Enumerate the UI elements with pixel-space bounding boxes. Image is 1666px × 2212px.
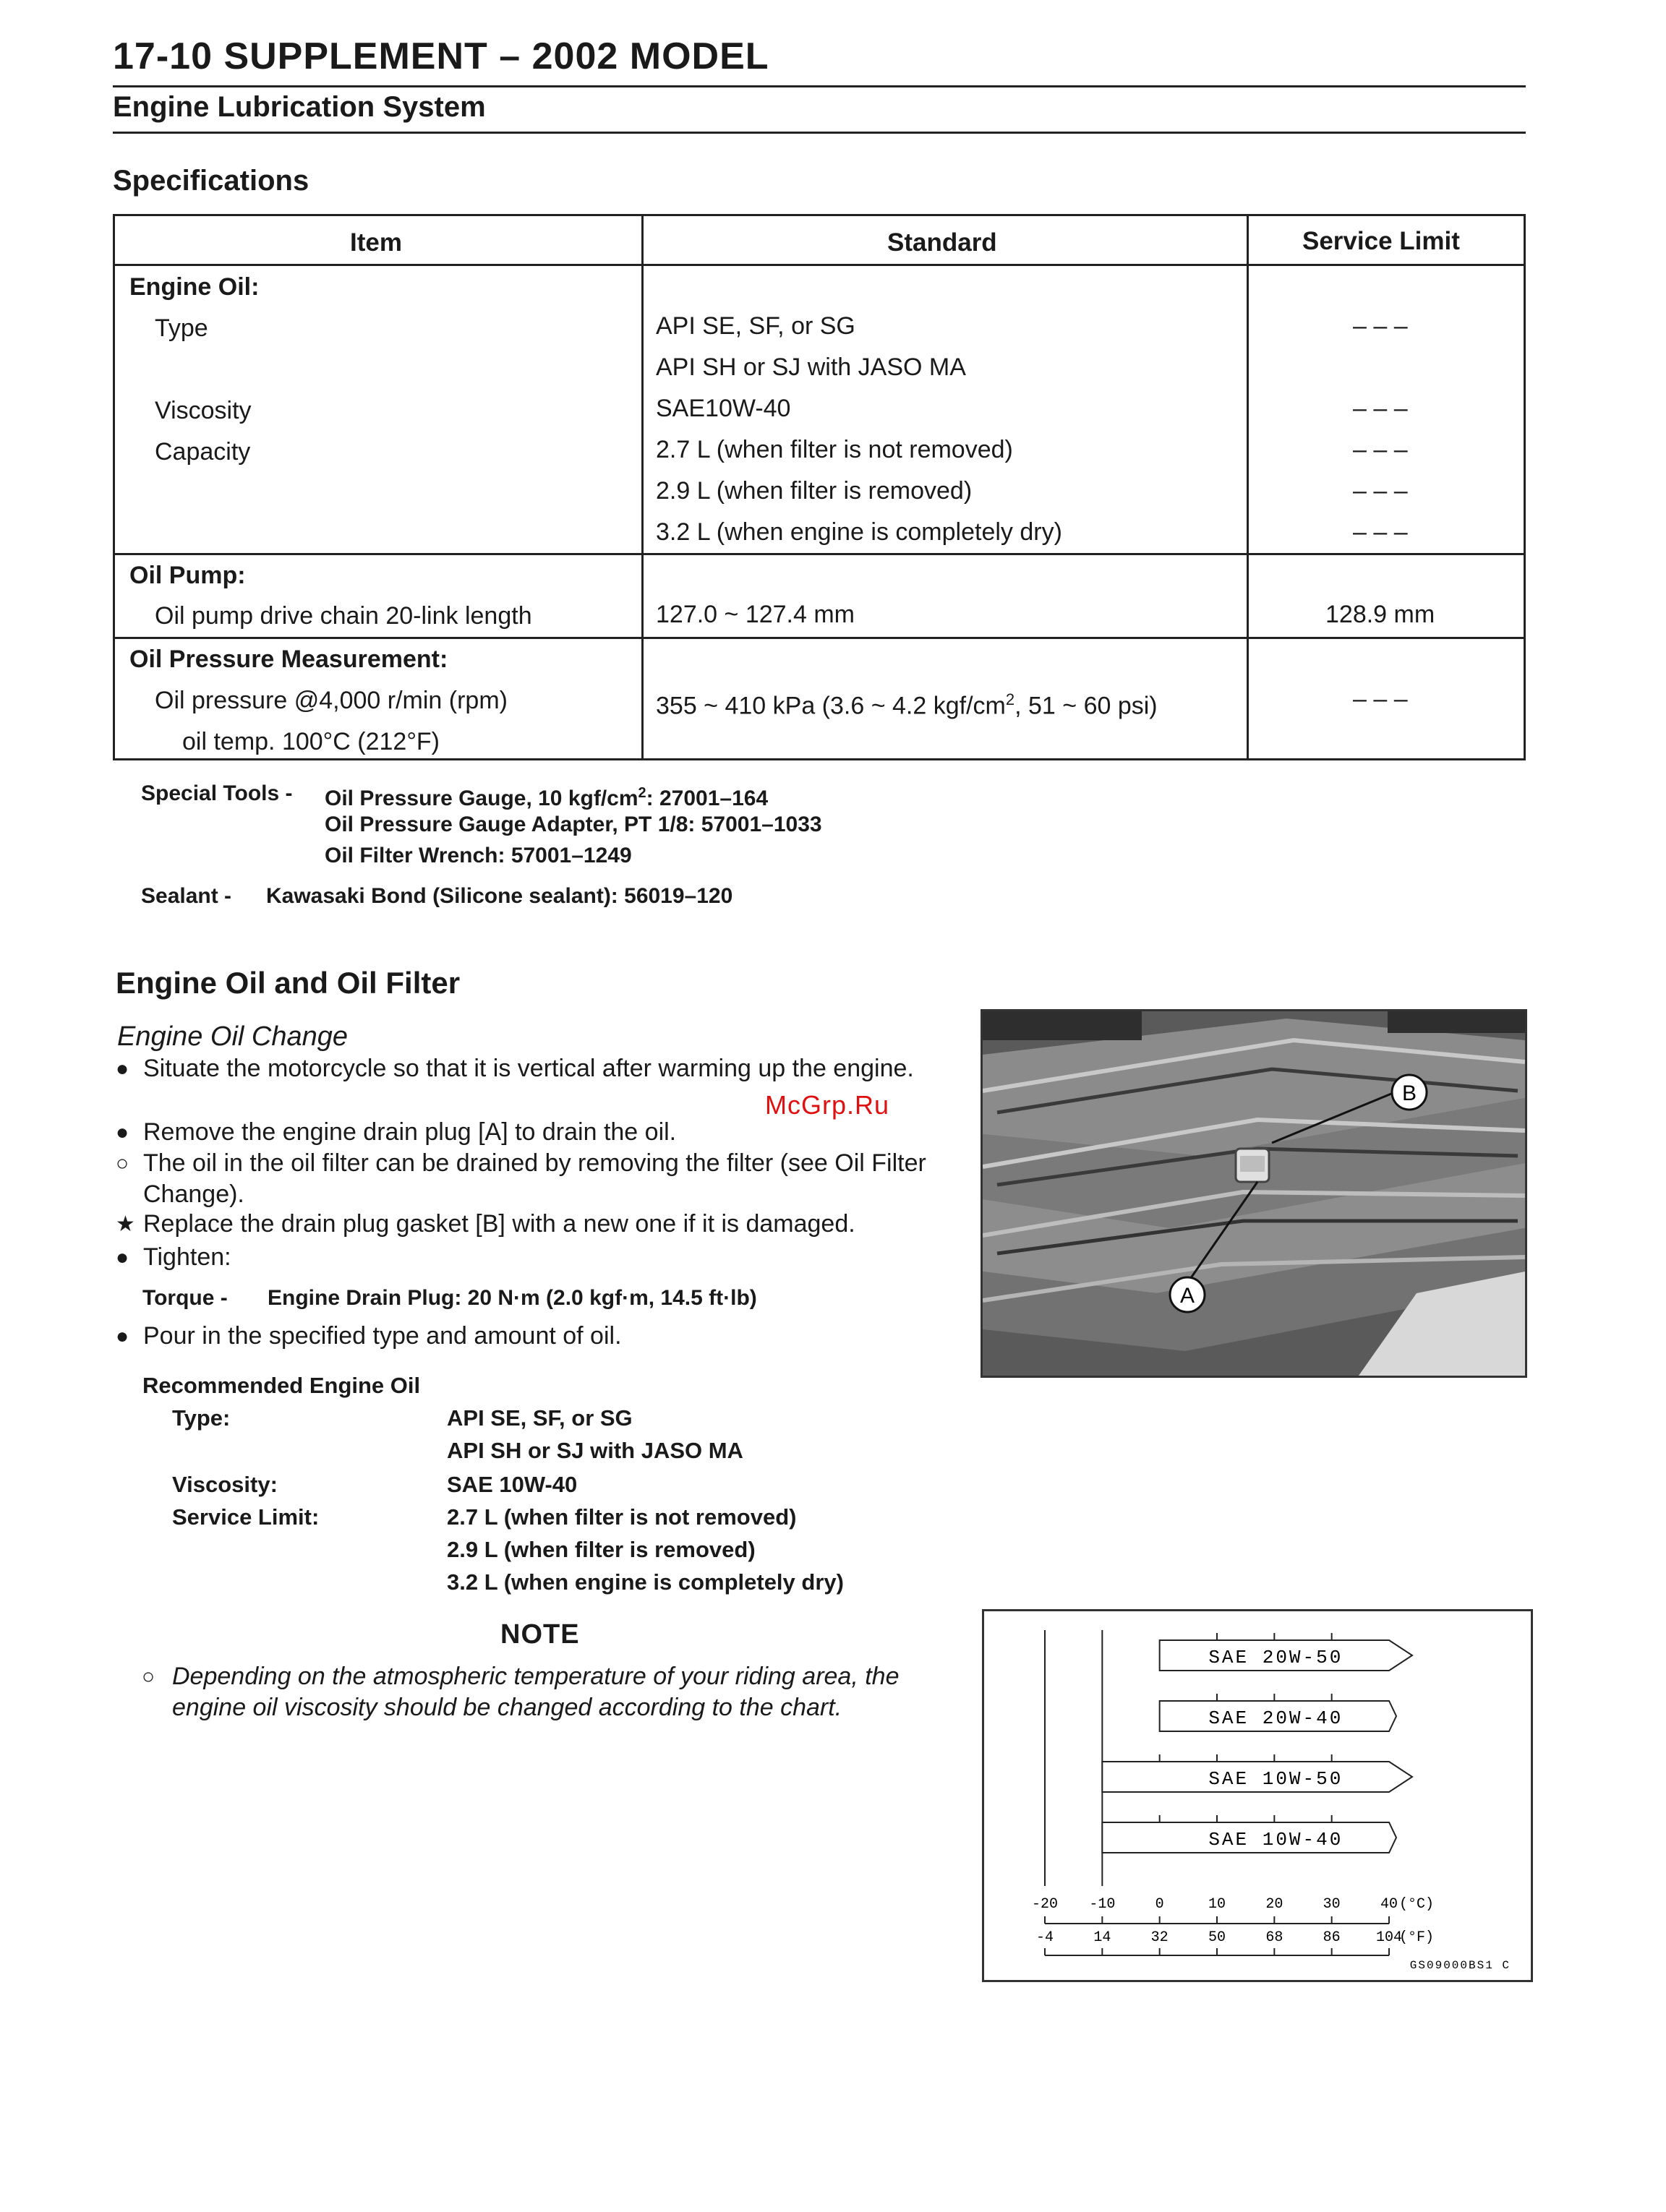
- recommended-viscosity-value: SAE 10W-40: [447, 1472, 578, 1497]
- type-value: API SH or SJ with JASO MA: [656, 353, 966, 381]
- oil-pan-fins: [983, 1011, 1525, 1376]
- recommended-type-value: API SH or SJ with JASO MA: [447, 1438, 743, 1463]
- step-list-item: ○ The oil in the oil filter can be drained by removing the filter (see Oil Filter Change).: [116, 1149, 926, 1208]
- row-label-capacity: Capacity: [155, 438, 251, 466]
- fahrenheit-tick-label: 86: [1323, 1929, 1341, 1946]
- row-label-viscosity: Viscosity: [155, 397, 252, 424]
- viscosity-bar-label: SAE 20W-50: [1208, 1647, 1344, 1668]
- drain-plug: [1236, 1149, 1269, 1182]
- step-list-item: ★ Replace the drain plug gasket [B] with a new one if it is damaged.: [116, 1210, 855, 1238]
- section-rule: [113, 132, 1526, 134]
- oil-pump-limit: 128.9 mm: [1325, 601, 1435, 628]
- viscosity-bar-label: SAE 10W-40: [1208, 1829, 1344, 1851]
- viscosity-chart-svg: [984, 1611, 1531, 1980]
- special-tool: Oil Pressure Gauge, 10 kgf/$cm^2$: 27001–164: [325, 785, 769, 810]
- recommended-type-label: Type:: [172, 1405, 231, 1431]
- recommended-viscosity-label: Viscosity:: [172, 1472, 278, 1497]
- page-title: 17-10 SUPPLEMENT – 2002 MODEL: [113, 35, 769, 77]
- service-limit-dash: – – –: [1353, 312, 1408, 340]
- viscosity-bar-label: SAE 20W-40: [1208, 1707, 1344, 1729]
- table-divider: [641, 216, 644, 758]
- oil-pump-standard: 127.0 ~ 127.4 mm: [656, 601, 855, 628]
- specifications-table: [113, 214, 1526, 760]
- viscosity-chart: [982, 1609, 1533, 1982]
- sealant-value: Kawasaki Bond (Silicone sealant): 56019–120: [266, 884, 733, 908]
- oil-pressure-limit: – – –: [1353, 685, 1408, 713]
- fahrenheit-unit: (°F): [1399, 1929, 1435, 1946]
- specifications-heading: Specifications: [113, 165, 309, 197]
- oil-temp-item: oil temp. 100°C (212°F): [182, 728, 440, 755]
- engine-photo-illustration: [983, 1011, 1525, 1376]
- service-limit-dash: – – –: [1353, 436, 1408, 463]
- torque-value: Engine Drain Plug: 20 N·m (2.0 kgf·m, 14.5 ft·lb): [268, 1286, 757, 1310]
- celsius-tick-label: 40: [1380, 1896, 1398, 1913]
- recommended-type-value: API SE, SF, or SG: [447, 1405, 633, 1431]
- callout-b-label: B: [1401, 1081, 1417, 1105]
- special-tool: Oil Filter Wrench: 57001–1249: [325, 844, 632, 867]
- row-group-oil-pressure: Oil Pressure Measurement:: [129, 646, 448, 673]
- capacity-value: 3.2 L (when engine is completely dry): [656, 518, 1062, 546]
- note-bullet: ○: [142, 1665, 155, 1689]
- torque-label: Torque -: [142, 1286, 228, 1310]
- service-limit-dash: – – –: [1353, 395, 1408, 422]
- oil-pump-item: Oil pump drive chain 20-link length: [155, 602, 532, 630]
- note-title: NOTE: [500, 1619, 580, 1650]
- oil-pressure-item: Oil pressure @4,000 r/min (rpm): [155, 687, 508, 714]
- special-tool: Oil Pressure Gauge Adapter, PT 1/8: 57001–1033: [325, 813, 822, 836]
- step-list-item: ● Pour in the specified type and amount of oil.: [116, 1322, 622, 1350]
- celsius-tick-label: 20: [1265, 1896, 1283, 1913]
- service-limit-dash: – – –: [1353, 477, 1408, 505]
- celsius-tick-label: -10: [1089, 1896, 1116, 1913]
- table-divider: [115, 553, 1524, 555]
- celsius-tick-label: 0: [1155, 1896, 1164, 1913]
- fahrenheit-tick-label: -4: [1035, 1929, 1054, 1946]
- engine-drain-plug-photo: [981, 1009, 1527, 1378]
- capacity-value: 2.9 L (when filter is removed): [656, 477, 973, 505]
- fahrenheit-tick-label: 14: [1093, 1929, 1111, 1946]
- column-header-service-limit: Service Limit: [1302, 227, 1460, 255]
- recommended-limit-value: 3.2 L (when engine is completely dry): [447, 1569, 844, 1595]
- row-group-oil-pump: Oil Pump:: [129, 562, 246, 589]
- special-tools-label: Special Tools -: [141, 781, 293, 805]
- oil-change-subheading: Engine Oil Change: [117, 1021, 348, 1052]
- row-label-type: Type: [155, 314, 208, 342]
- step-list-item: ● Situate the motorcycle so that it is vertical after warming up the engine.: [116, 1055, 914, 1082]
- celsius-tick-label: -20: [1031, 1896, 1059, 1913]
- step-list-item: ● Tighten:: [116, 1243, 231, 1271]
- fahrenheit-tick-label: 104: [1375, 1929, 1403, 1946]
- callout-a-label: A: [1179, 1284, 1195, 1308]
- note-text: Depending on the atmospheric temperature of your riding area, the engine oil viscosity should be changed according to the chart.: [172, 1663, 900, 1721]
- fahrenheit-tick-label: 32: [1150, 1929, 1169, 1946]
- recommended-limit-label: Service Limit:: [172, 1504, 320, 1530]
- fahrenheit-tick-label: 50: [1208, 1929, 1226, 1946]
- figure-code: GS09000BS1 C: [1409, 1959, 1511, 1972]
- table-divider: [115, 264, 1524, 266]
- fahrenheit-tick-label: 68: [1265, 1929, 1283, 1946]
- oil-filter-heading: Engine Oil and Oil Filter: [116, 966, 461, 1000]
- step-list-item: ● Remove the engine drain plug [A] to drain the oil.: [116, 1118, 677, 1146]
- oil-pressure-standard: 355 ~ 410 kPa (3.6 ~ 4.2 kgf/$cm^2$, 51 ~ 60 psi): [656, 690, 1158, 720]
- watermark: McGrp.Ru: [765, 1090, 890, 1120]
- section-title: Engine Lubrication System: [113, 91, 486, 123]
- sealant-label: Sealant -: [141, 884, 232, 908]
- row-group-engine-oil: Engine Oil:: [129, 273, 260, 301]
- header-rule: [113, 85, 1526, 87]
- viscosity-value: SAE10W-40: [656, 395, 791, 422]
- recommended-limit-value: 2.9 L (when filter is removed): [447, 1537, 756, 1562]
- service-limit-dash: – – –: [1353, 518, 1408, 546]
- celsius-tick-label: 10: [1208, 1896, 1226, 1913]
- capacity-value: 2.7 L (when filter is not removed): [656, 436, 1013, 463]
- celsius-unit: (°C): [1399, 1896, 1435, 1913]
- column-header-item: Item: [350, 228, 402, 257]
- column-header-standard: Standard: [887, 228, 997, 257]
- recommended-oil-title: Recommended Engine Oil: [142, 1373, 421, 1398]
- viscosity-bar-label: SAE 10W-50: [1208, 1768, 1344, 1790]
- table-divider: [1247, 216, 1249, 758]
- type-value: API SE, SF, or SG: [656, 312, 855, 340]
- celsius-tick-label: 30: [1323, 1896, 1341, 1913]
- recommended-limit-value: 2.7 L (when filter is not removed): [447, 1504, 797, 1530]
